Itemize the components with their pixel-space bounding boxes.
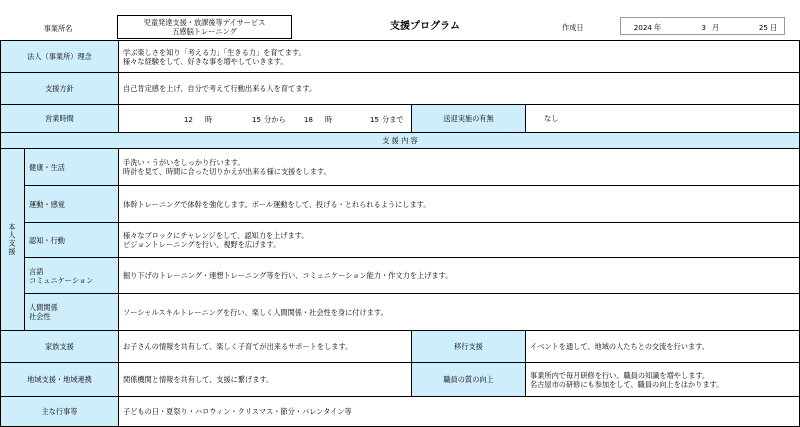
transport-value <box>525 104 800 133</box>
support-row-label-motor <box>24 185 119 223</box>
office-name-value <box>117 15 292 39</box>
community-support-label <box>0 362 119 397</box>
transition-support-label <box>411 330 526 363</box>
events-text <box>118 396 800 427</box>
end-hour: 18 <box>303 115 313 124</box>
transition-support-text <box>525 330 800 363</box>
start-min: 15 <box>251 115 261 124</box>
created-date-label: 作成日 <box>562 23 584 32</box>
cognition-label-text: 認知・行動 <box>29 235 65 245</box>
transport-label <box>411 104 526 133</box>
created-year: 2024 <box>633 23 652 32</box>
end-min-unit: 分まで <box>382 115 404 124</box>
created-month: 3 <box>701 23 706 32</box>
transition-support-label-text: 移行支援 <box>454 342 483 351</box>
support-row-text-language <box>118 257 800 294</box>
created-month-unit: 月 <box>712 23 720 32</box>
transport-label-text: 送迎実施の有無 <box>443 114 494 123</box>
language-text: 掘り下げのトレーニング・連想トレーニング等を行い、コミュニケーション能力・作文力を上げます。 <box>123 271 453 280</box>
support-row-text-health <box>118 148 800 186</box>
staff-quality-label <box>411 362 526 397</box>
policy-label-text: 支援方針 <box>45 84 74 93</box>
office-name-text: 児童発達支援・放課後等デイサービス 五感脳トレーニング <box>143 18 266 36</box>
community-support-text-value: 関係機関と情報を共有して、支援に繋げます。 <box>123 375 274 384</box>
social-label-text: 人間関係 社会性 <box>29 303 58 321</box>
page-title: 支援プログラム <box>390 21 460 32</box>
hours-values <box>118 104 412 133</box>
support-row-text-social <box>118 293 800 331</box>
support-row-text-motor <box>118 185 800 223</box>
cognition-text: 様々なブロックにチャレンジをして、認知力を上げます。 ビジョントレーニングを行い、視野を広げます。 <box>123 231 309 249</box>
social-text: ソーシャルスキルトレーニングを行い、楽しく人間関係・社会性を身に付けます。 <box>123 307 388 317</box>
hours-label <box>0 104 119 133</box>
staff-quality-text <box>525 362 800 397</box>
policy-text-value: 自己肯定感を上げ、自分で考えて行動出来る人を育てます。 <box>123 84 317 93</box>
office-name-label-text: 事業所名 <box>43 23 73 33</box>
hours-label-text: 営業時間 <box>45 114 74 123</box>
health-text: 手洗い・うがいをしっかり行います。 時計を見て、時間に合った切りかえが出来る様に支援をします。 <box>123 158 331 176</box>
community-support-label-text: 地域支援・地域連携 <box>27 375 92 384</box>
created-day-unit: 日 <box>770 23 778 32</box>
philosophy-text <box>118 40 800 73</box>
end-hour-unit: 時 <box>325 115 333 124</box>
family-support-text <box>118 330 412 363</box>
support-row-label-cognition <box>24 222 119 258</box>
transport-value-text: なし <box>544 114 559 123</box>
philosophy-text-value: 学ぶ楽しさを知り「考える力」「生きる力」を育てます。 様々な経験をして、好きな事を増やしていきます。 <box>123 47 306 66</box>
end-min: 15 <box>369 115 379 124</box>
self-support-label-text: 本人支援 <box>8 223 17 256</box>
created-year-unit: 年 <box>654 23 662 32</box>
events-label <box>0 396 119 427</box>
family-support-text-value: お子さんの情報を共有して、楽しく子育てが出来るサポートをします。 <box>123 342 353 351</box>
support-content-header <box>0 132 800 149</box>
self-support-label <box>0 148 25 331</box>
philosophy-label <box>0 40 119 73</box>
motor-label-text: 運動・感覚 <box>29 199 65 209</box>
office-name-label <box>4 20 112 36</box>
motor-text: 体幹トレーニングで体幹を強化します。ボール運動をして、投げる・とれられるようにします。 <box>123 199 431 209</box>
start-hour: 12 <box>183 115 193 124</box>
support-row-label-social <box>24 293 119 331</box>
support-row-label-health <box>24 148 119 186</box>
staff-quality-text-value: 事業所内で毎月研修を行い、職員の知識を増やします。 名古屋市の研修にも参加をして、職員の向上をはかります。 <box>530 370 724 389</box>
family-support-label <box>0 330 119 363</box>
philosophy-label-text: 法人（事業所）理念 <box>27 52 92 61</box>
created-day: 25 <box>758 23 768 32</box>
language-label-text: 言語 コミュニケーション <box>29 266 94 285</box>
events-text-value: 子どもの日・夏祭り・ハロウィン・クリスマス・節分・バレンタイン等 <box>123 407 352 416</box>
community-support-text <box>118 362 412 397</box>
policy-text <box>118 72 800 105</box>
transition-support-text-value: イベントを通して、地域の人たちとの交流を行います。 <box>530 342 709 351</box>
family-support-label-text: 家族支援 <box>45 342 74 351</box>
support-row-text-cognition <box>118 222 800 258</box>
start-min-unit: 分から <box>264 115 286 124</box>
policy-label <box>0 72 119 105</box>
staff-quality-label-text: 職員の質の向上 <box>443 375 494 384</box>
support-row-label-language <box>24 257 119 294</box>
support-content-header-text: 支 援 内 容 <box>382 136 418 145</box>
start-hour-unit: 時 <box>205 115 213 124</box>
events-label-text: 主な行事等 <box>41 407 78 416</box>
health-label-text: 健康・生活 <box>29 162 65 172</box>
